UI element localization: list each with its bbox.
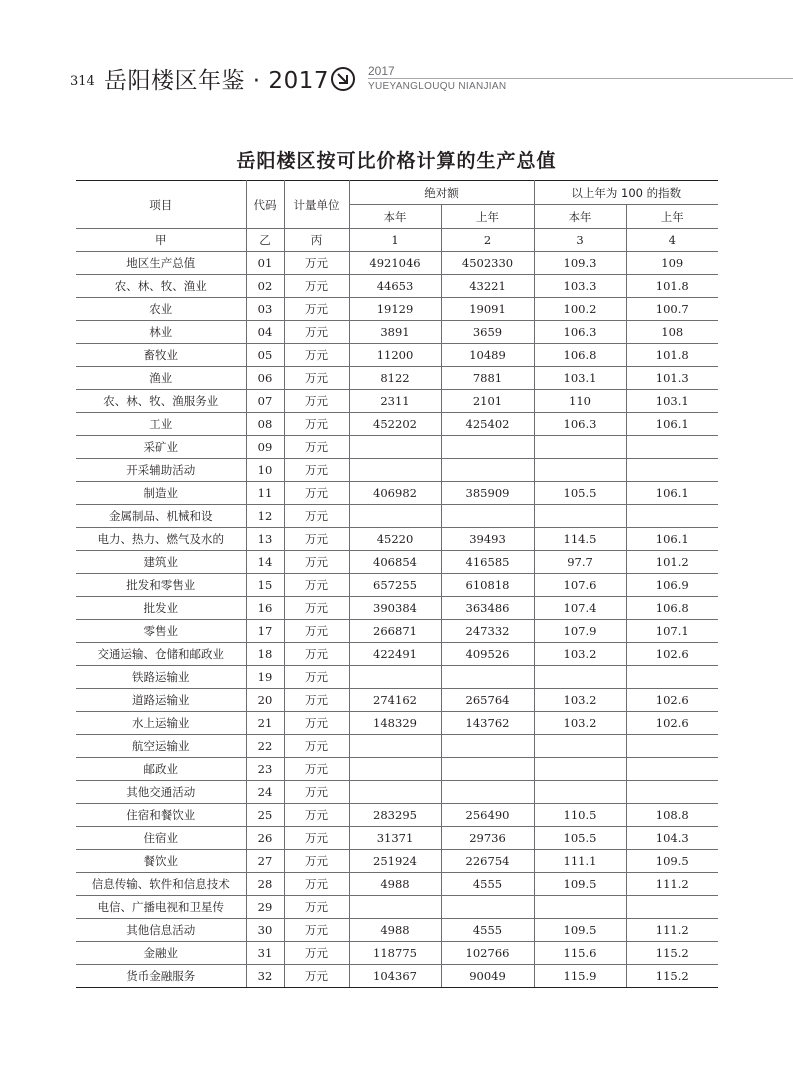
table-row	[76, 666, 718, 689]
header-index: 以上年为 100 的指数	[534, 181, 718, 205]
last-year-value	[441, 505, 534, 528]
table-row	[76, 919, 718, 942]
this-year-index	[534, 436, 626, 459]
code-cell: 04	[246, 321, 284, 344]
last-year-value: 4502330	[441, 252, 534, 275]
item-cell: 邮政业	[76, 758, 246, 781]
this-year-index: 106.3	[534, 413, 626, 436]
code-cell: 32	[246, 965, 284, 988]
last-year-value	[441, 896, 534, 919]
last-year-index: 109.5	[626, 850, 718, 873]
item-cell: 地区生产总值	[76, 252, 246, 275]
this-year-value	[349, 505, 441, 528]
this-year-value	[349, 896, 441, 919]
item-cell: 畜牧业	[76, 344, 246, 367]
code-cell: 01	[246, 252, 284, 275]
this-year-index: 100.2	[534, 298, 626, 321]
unit-cell: 万元	[284, 597, 349, 620]
this-year-index: 111.1	[534, 850, 626, 873]
item-cell: 信息传输、软件和信息技术	[76, 873, 246, 896]
column-index-cell: 3	[534, 229, 626, 252]
unit-cell: 万元	[284, 942, 349, 965]
last-year-value: 4555	[441, 873, 534, 896]
this-year-value: 657255	[349, 574, 441, 597]
code-cell: 22	[246, 735, 284, 758]
item-cell: 住宿和餐饮业	[76, 804, 246, 827]
last-year-index: 100.7	[626, 298, 718, 321]
last-year-index: 115.2	[626, 965, 718, 988]
last-year-index: 106.1	[626, 413, 718, 436]
unit-cell: 万元	[284, 275, 349, 298]
table-row	[76, 781, 718, 804]
last-year-value: 247332	[441, 620, 534, 643]
header-year: 2017	[368, 64, 395, 78]
last-year-index: 102.6	[626, 712, 718, 735]
gdp-table	[76, 180, 718, 988]
unit-cell: 万元	[284, 574, 349, 597]
item-cell: 水上运输业	[76, 712, 246, 735]
header-unit: 计量单位	[284, 181, 349, 229]
this-year-value: 118775	[349, 942, 441, 965]
table-row	[76, 275, 718, 298]
unit-cell: 万元	[284, 298, 349, 321]
item-cell: 金融业	[76, 942, 246, 965]
this-year-index	[534, 896, 626, 919]
table-body	[76, 229, 718, 988]
item-cell: 零售业	[76, 620, 246, 643]
code-cell: 24	[246, 781, 284, 804]
this-year-value: 4988	[349, 873, 441, 896]
last-year-index	[626, 459, 718, 482]
header-index-last-year: 上年	[626, 205, 718, 229]
table-row	[76, 712, 718, 735]
code-cell: 25	[246, 804, 284, 827]
table-row	[76, 896, 718, 919]
header-pinyin: YUEYANGLOUQU NIANJIAN	[368, 81, 507, 92]
last-year-index: 101.2	[626, 551, 718, 574]
this-year-value: 283295	[349, 804, 441, 827]
this-year-value	[349, 758, 441, 781]
unit-cell: 万元	[284, 781, 349, 804]
code-cell: 13	[246, 528, 284, 551]
unit-cell: 万元	[284, 367, 349, 390]
last-year-index: 101.8	[626, 275, 718, 298]
last-year-index: 104.3	[626, 827, 718, 850]
this-year-index: 107.9	[534, 620, 626, 643]
code-cell: 23	[246, 758, 284, 781]
column-index-cell: 2	[441, 229, 534, 252]
column-index-row	[76, 229, 718, 252]
item-cell: 建筑业	[76, 551, 246, 574]
table-row	[76, 735, 718, 758]
last-year-value: 10489	[441, 344, 534, 367]
last-year-value: 39493	[441, 528, 534, 551]
last-year-index	[626, 896, 718, 919]
item-cell: 货币金融服务	[76, 965, 246, 988]
code-cell: 10	[246, 459, 284, 482]
this-year-value: 2311	[349, 390, 441, 413]
unit-cell: 万元	[284, 689, 349, 712]
code-cell: 20	[246, 689, 284, 712]
this-year-value: 406854	[349, 551, 441, 574]
header-absolute: 绝对额	[349, 181, 534, 205]
this-year-index: 103.2	[534, 712, 626, 735]
last-year-value: 256490	[441, 804, 534, 827]
last-year-value: 226754	[441, 850, 534, 873]
this-year-index: 106.8	[534, 344, 626, 367]
last-year-index: 101.3	[626, 367, 718, 390]
table-row	[76, 850, 718, 873]
last-year-value	[441, 758, 534, 781]
item-cell: 铁路运输业	[76, 666, 246, 689]
item-cell: 其他信息活动	[76, 919, 246, 942]
table-row	[76, 321, 718, 344]
last-year-index: 111.2	[626, 873, 718, 896]
code-cell: 31	[246, 942, 284, 965]
item-cell: 航空运输业	[76, 735, 246, 758]
item-cell: 电信、广播电视和卫星传	[76, 896, 246, 919]
this-year-value: 11200	[349, 344, 441, 367]
last-year-index	[626, 735, 718, 758]
last-year-index	[626, 505, 718, 528]
this-year-value: 4988	[349, 919, 441, 942]
last-year-value: 385909	[441, 482, 534, 505]
this-year-index: 110.5	[534, 804, 626, 827]
header-item: 项目	[76, 181, 246, 229]
this-year-value: 452202	[349, 413, 441, 436]
this-year-value	[349, 436, 441, 459]
code-cell: 03	[246, 298, 284, 321]
unit-cell: 万元	[284, 735, 349, 758]
last-year-value: 425402	[441, 413, 534, 436]
item-cell: 其他交通活动	[76, 781, 246, 804]
this-year-index: 103.3	[534, 275, 626, 298]
table-title: 岳阳楼区按可比价格计算的生产总值	[236, 150, 557, 172]
column-index-cell: 甲	[76, 229, 246, 252]
last-year-value	[441, 666, 534, 689]
item-cell: 交通运输、仓储和邮政业	[76, 643, 246, 666]
last-year-index	[626, 436, 718, 459]
this-year-value: 3891	[349, 321, 441, 344]
last-year-value	[441, 735, 534, 758]
table-row	[76, 965, 718, 988]
last-year-index: 102.6	[626, 689, 718, 712]
table-row	[76, 344, 718, 367]
this-year-index: 109.5	[534, 919, 626, 942]
table-row	[76, 252, 718, 275]
item-cell: 金属制品、机械和设	[76, 505, 246, 528]
item-cell: 农、林、牧、渔业	[76, 275, 246, 298]
table-row	[76, 413, 718, 436]
table-row	[76, 643, 718, 666]
unit-cell: 万元	[284, 390, 349, 413]
header-index-this-year: 本年	[534, 205, 626, 229]
unit-cell: 万元	[284, 321, 349, 344]
last-year-value: 90049	[441, 965, 534, 988]
this-year-value	[349, 666, 441, 689]
table-row	[76, 528, 718, 551]
item-cell: 电力、热力、燃气及水的	[76, 528, 246, 551]
last-year-value: 2101	[441, 390, 534, 413]
this-year-index: 97.7	[534, 551, 626, 574]
table-row	[76, 505, 718, 528]
this-year-value	[349, 781, 441, 804]
code-cell: 07	[246, 390, 284, 413]
this-year-index	[534, 666, 626, 689]
unit-cell: 万元	[284, 505, 349, 528]
unit-cell: 万元	[284, 459, 349, 482]
column-index-cell: 1	[349, 229, 441, 252]
column-index-cell: 丙	[284, 229, 349, 252]
this-year-index	[534, 758, 626, 781]
code-cell: 19	[246, 666, 284, 689]
this-year-index: 115.9	[534, 965, 626, 988]
this-year-value: 266871	[349, 620, 441, 643]
this-year-value: 31371	[349, 827, 441, 850]
code-cell: 15	[246, 574, 284, 597]
item-cell: 餐饮业	[76, 850, 246, 873]
last-year-value: 3659	[441, 321, 534, 344]
this-year-index: 106.3	[534, 321, 626, 344]
table-row	[76, 873, 718, 896]
this-year-index: 103.2	[534, 689, 626, 712]
table-row	[76, 298, 718, 321]
item-cell: 制造业	[76, 482, 246, 505]
book-title: 岳阳楼区年鉴 · 2017	[104, 68, 329, 94]
table-row	[76, 597, 718, 620]
last-year-index: 109	[626, 252, 718, 275]
this-year-value: 19129	[349, 298, 441, 321]
table-row	[76, 827, 718, 850]
last-year-value	[441, 459, 534, 482]
item-cell: 工业	[76, 413, 246, 436]
code-cell: 11	[246, 482, 284, 505]
unit-cell: 万元	[284, 896, 349, 919]
page-header	[0, 0, 793, 110]
item-cell: 住宿业	[76, 827, 246, 850]
unit-cell: 万元	[284, 804, 349, 827]
item-cell: 渔业	[76, 367, 246, 390]
last-year-index: 106.9	[626, 574, 718, 597]
last-year-index	[626, 781, 718, 804]
last-year-value: 409526	[441, 643, 534, 666]
code-cell: 09	[246, 436, 284, 459]
code-cell: 28	[246, 873, 284, 896]
this-year-value: 45220	[349, 528, 441, 551]
table-row	[76, 804, 718, 827]
this-year-index: 105.5	[534, 827, 626, 850]
table-row	[76, 551, 718, 574]
this-year-index: 105.5	[534, 482, 626, 505]
last-year-index: 107.1	[626, 620, 718, 643]
table-row	[76, 758, 718, 781]
code-cell: 27	[246, 850, 284, 873]
last-year-value: 363486	[441, 597, 534, 620]
this-year-index: 110	[534, 390, 626, 413]
code-cell: 26	[246, 827, 284, 850]
this-year-value	[349, 459, 441, 482]
item-cell: 农、林、牧、渔服务业	[76, 390, 246, 413]
last-year-value: 610818	[441, 574, 534, 597]
code-cell: 08	[246, 413, 284, 436]
unit-cell: 万元	[284, 965, 349, 988]
unit-cell: 万元	[284, 528, 349, 551]
header-code: 代码	[246, 181, 284, 229]
code-cell: 06	[246, 367, 284, 390]
item-cell: 道路运输业	[76, 689, 246, 712]
item-cell: 批发业	[76, 597, 246, 620]
last-year-value: 143762	[441, 712, 534, 735]
last-year-value: 4555	[441, 919, 534, 942]
code-cell: 14	[246, 551, 284, 574]
code-cell: 18	[246, 643, 284, 666]
this-year-index	[534, 459, 626, 482]
unit-cell: 万元	[284, 551, 349, 574]
last-year-index	[626, 666, 718, 689]
this-year-value: 8122	[349, 367, 441, 390]
this-year-value	[349, 735, 441, 758]
this-year-value: 44653	[349, 275, 441, 298]
last-year-index: 101.8	[626, 344, 718, 367]
header-this-year: 本年	[349, 205, 441, 229]
unit-cell: 万元	[284, 252, 349, 275]
this-year-index: 107.6	[534, 574, 626, 597]
column-index-cell: 4	[626, 229, 718, 252]
unit-cell: 万元	[284, 344, 349, 367]
last-year-index: 102.6	[626, 643, 718, 666]
this-year-value: 422491	[349, 643, 441, 666]
table-row	[76, 459, 718, 482]
this-year-index: 107.4	[534, 597, 626, 620]
table-row	[76, 689, 718, 712]
this-year-value: 274162	[349, 689, 441, 712]
table-row	[76, 367, 718, 390]
this-year-value: 251924	[349, 850, 441, 873]
unit-cell: 万元	[284, 758, 349, 781]
this-year-index: 109.3	[534, 252, 626, 275]
unit-cell: 万元	[284, 873, 349, 896]
table-row	[76, 482, 718, 505]
last-year-index: 106.1	[626, 482, 718, 505]
item-cell: 开采辅助活动	[76, 459, 246, 482]
item-cell: 林业	[76, 321, 246, 344]
code-cell: 12	[246, 505, 284, 528]
code-cell: 29	[246, 896, 284, 919]
code-cell: 30	[246, 919, 284, 942]
unit-cell: 万元	[284, 436, 349, 459]
last-year-value	[441, 436, 534, 459]
last-year-value: 7881	[441, 367, 534, 390]
code-cell: 02	[246, 275, 284, 298]
last-year-index: 115.2	[626, 942, 718, 965]
last-year-index: 103.1	[626, 390, 718, 413]
unit-cell: 万元	[284, 666, 349, 689]
table-row	[76, 574, 718, 597]
item-cell: 采矿业	[76, 436, 246, 459]
this-year-index: 103.1	[534, 367, 626, 390]
unit-cell: 万元	[284, 919, 349, 942]
last-year-index: 108	[626, 321, 718, 344]
code-cell: 16	[246, 597, 284, 620]
last-year-value: 265764	[441, 689, 534, 712]
item-cell: 农业	[76, 298, 246, 321]
unit-cell: 万元	[284, 850, 349, 873]
last-year-value: 43221	[441, 275, 534, 298]
unit-cell: 万元	[284, 482, 349, 505]
last-year-value: 19091	[441, 298, 534, 321]
last-year-index: 111.2	[626, 919, 718, 942]
this-year-value: 390384	[349, 597, 441, 620]
last-year-index	[626, 758, 718, 781]
circle-down-arrow-icon	[330, 66, 356, 92]
last-year-value	[441, 781, 534, 804]
unit-cell: 万元	[284, 827, 349, 850]
header-divider	[368, 78, 793, 79]
last-year-index: 108.8	[626, 804, 718, 827]
table-row	[76, 620, 718, 643]
last-year-index: 106.1	[626, 528, 718, 551]
this-year-index	[534, 735, 626, 758]
item-cell: 批发和零售业	[76, 574, 246, 597]
this-year-index: 103.2	[534, 643, 626, 666]
code-cell: 17	[246, 620, 284, 643]
page-number: 314	[70, 74, 95, 89]
table-row	[76, 436, 718, 459]
last-year-value: 102766	[441, 942, 534, 965]
column-index-cell: 乙	[246, 229, 284, 252]
last-year-index: 106.8	[626, 597, 718, 620]
unit-cell: 万元	[284, 712, 349, 735]
unit-cell: 万元	[284, 413, 349, 436]
this-year-index: 109.5	[534, 873, 626, 896]
this-year-value: 4921046	[349, 252, 441, 275]
this-year-index	[534, 505, 626, 528]
unit-cell: 万元	[284, 643, 349, 666]
last-year-value: 29736	[441, 827, 534, 850]
this-year-index: 114.5	[534, 528, 626, 551]
unit-cell: 万元	[284, 620, 349, 643]
this-year-index: 115.6	[534, 942, 626, 965]
this-year-value: 148329	[349, 712, 441, 735]
this-year-value: 104367	[349, 965, 441, 988]
table-row	[76, 942, 718, 965]
this-year-value: 406982	[349, 482, 441, 505]
code-cell: 21	[246, 712, 284, 735]
code-cell: 05	[246, 344, 284, 367]
table-row	[76, 390, 718, 413]
header-last-year: 上年	[441, 205, 534, 229]
this-year-index	[534, 781, 626, 804]
last-year-value: 416585	[441, 551, 534, 574]
